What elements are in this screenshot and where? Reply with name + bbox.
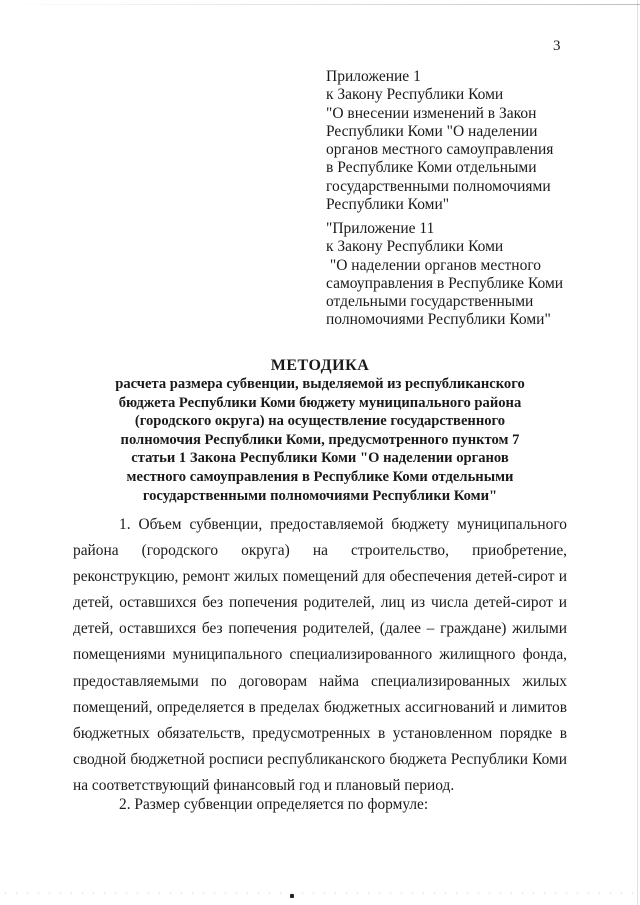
appendix-11-header	[326, 220, 616, 330]
paragraph-line: района (городского округа) на строительство, приобретение,	[73, 542, 567, 560]
appendix-1-line: в Республике Коми отдельными	[326, 159, 537, 177]
paragraph-2: 2. Размер субвенции определяется по формуле:	[119, 796, 429, 813]
paragraph-line: на соответствующий финансовый год и плановый период.	[73, 776, 455, 794]
page-number: 3	[553, 38, 561, 54]
subtitle-line: государственными полномочиями Республики Коми"	[142, 487, 498, 504]
appendix-1-line: к Закону Республики Коми	[326, 86, 504, 104]
scan-edge-right	[637, 0, 638, 905]
paragraph-line: детей, оставшихся без попечения родителей, (далее – граждане) жилыми	[73, 620, 567, 638]
document-title: МЕТОДИКА	[270, 357, 370, 374]
scan-edge-top	[0, 4, 640, 5]
appendix-1-line: Республики Коми "О наделении	[326, 122, 538, 140]
appendix-1-header	[326, 68, 616, 214]
document-subtitle	[60, 375, 580, 505]
paragraph-line: 1. Объем субвенции, предоставляемой бюджету муниципального	[119, 516, 567, 533]
subtitle-line: (городского округа) на осуществление государственного	[134, 413, 506, 430]
scan-noise-bottom	[0, 891, 640, 895]
paragraph-line: бюджетных обязательств, предусмотренных в установленном порядке в	[73, 724, 567, 742]
appendix-1-line: органов местного самоуправления	[326, 141, 554, 159]
subtitle-line: бюджета Республики Коми бюджету муниципального района	[118, 394, 522, 411]
subtitle-line: расчета размера субвенции, выделяемой из республиканского	[115, 376, 525, 392]
appendix-1-line: государственными полномочиями	[326, 177, 551, 195]
appendix-11-line: "О наделении органов местного	[326, 256, 542, 274]
subtitle-line: полномочия Республики Коми, предусмотренного пунктом 7	[120, 431, 520, 448]
appendix-11-line: к Закону Республики Коми	[326, 238, 504, 256]
paragraph-line: детей, оставшихся без попечения родителей, лиц из числа детей-сирот и	[73, 594, 567, 612]
appendix-1-line: Республики Коми"	[326, 196, 450, 214]
scan-speck	[290, 894, 294, 898]
paragraph-line: предоставляемыми по договорам найма специализированных жилых	[73, 672, 567, 690]
paragraph-line: сводной бюджетной росписи республиканского бюджета Республики Коми	[73, 750, 567, 768]
subtitle-line: статьи 1 Закона Республики Коми "О наделении органов	[131, 450, 509, 467]
paragraph-line: реконструкцию, ремонт жилых помещений для обеспечения детей-сирот и	[73, 568, 567, 586]
paragraph-1	[73, 512, 567, 799]
appendix-11-line: "Приложение 11	[326, 220, 435, 237]
appendix-1-line: "О внесении изменений в Закон	[326, 104, 537, 122]
appendix-11-line: отдельными государственными	[326, 293, 534, 311]
appendix-11-line: полномочиями Республики Коми"	[326, 311, 551, 329]
appendix-11-line: самоуправления в Республике Коми	[326, 274, 564, 292]
appendix-1-line: Приложение 1	[326, 68, 421, 85]
paragraph-line: помещений, определяется в пределах бюджетных ассигнований и лимитов	[73, 698, 567, 716]
paragraph-line: помещениями муниципального специализированного жилищного фонда,	[73, 646, 567, 664]
subtitle-line: местного самоуправления в Республике Коми отдельными	[126, 468, 514, 485]
